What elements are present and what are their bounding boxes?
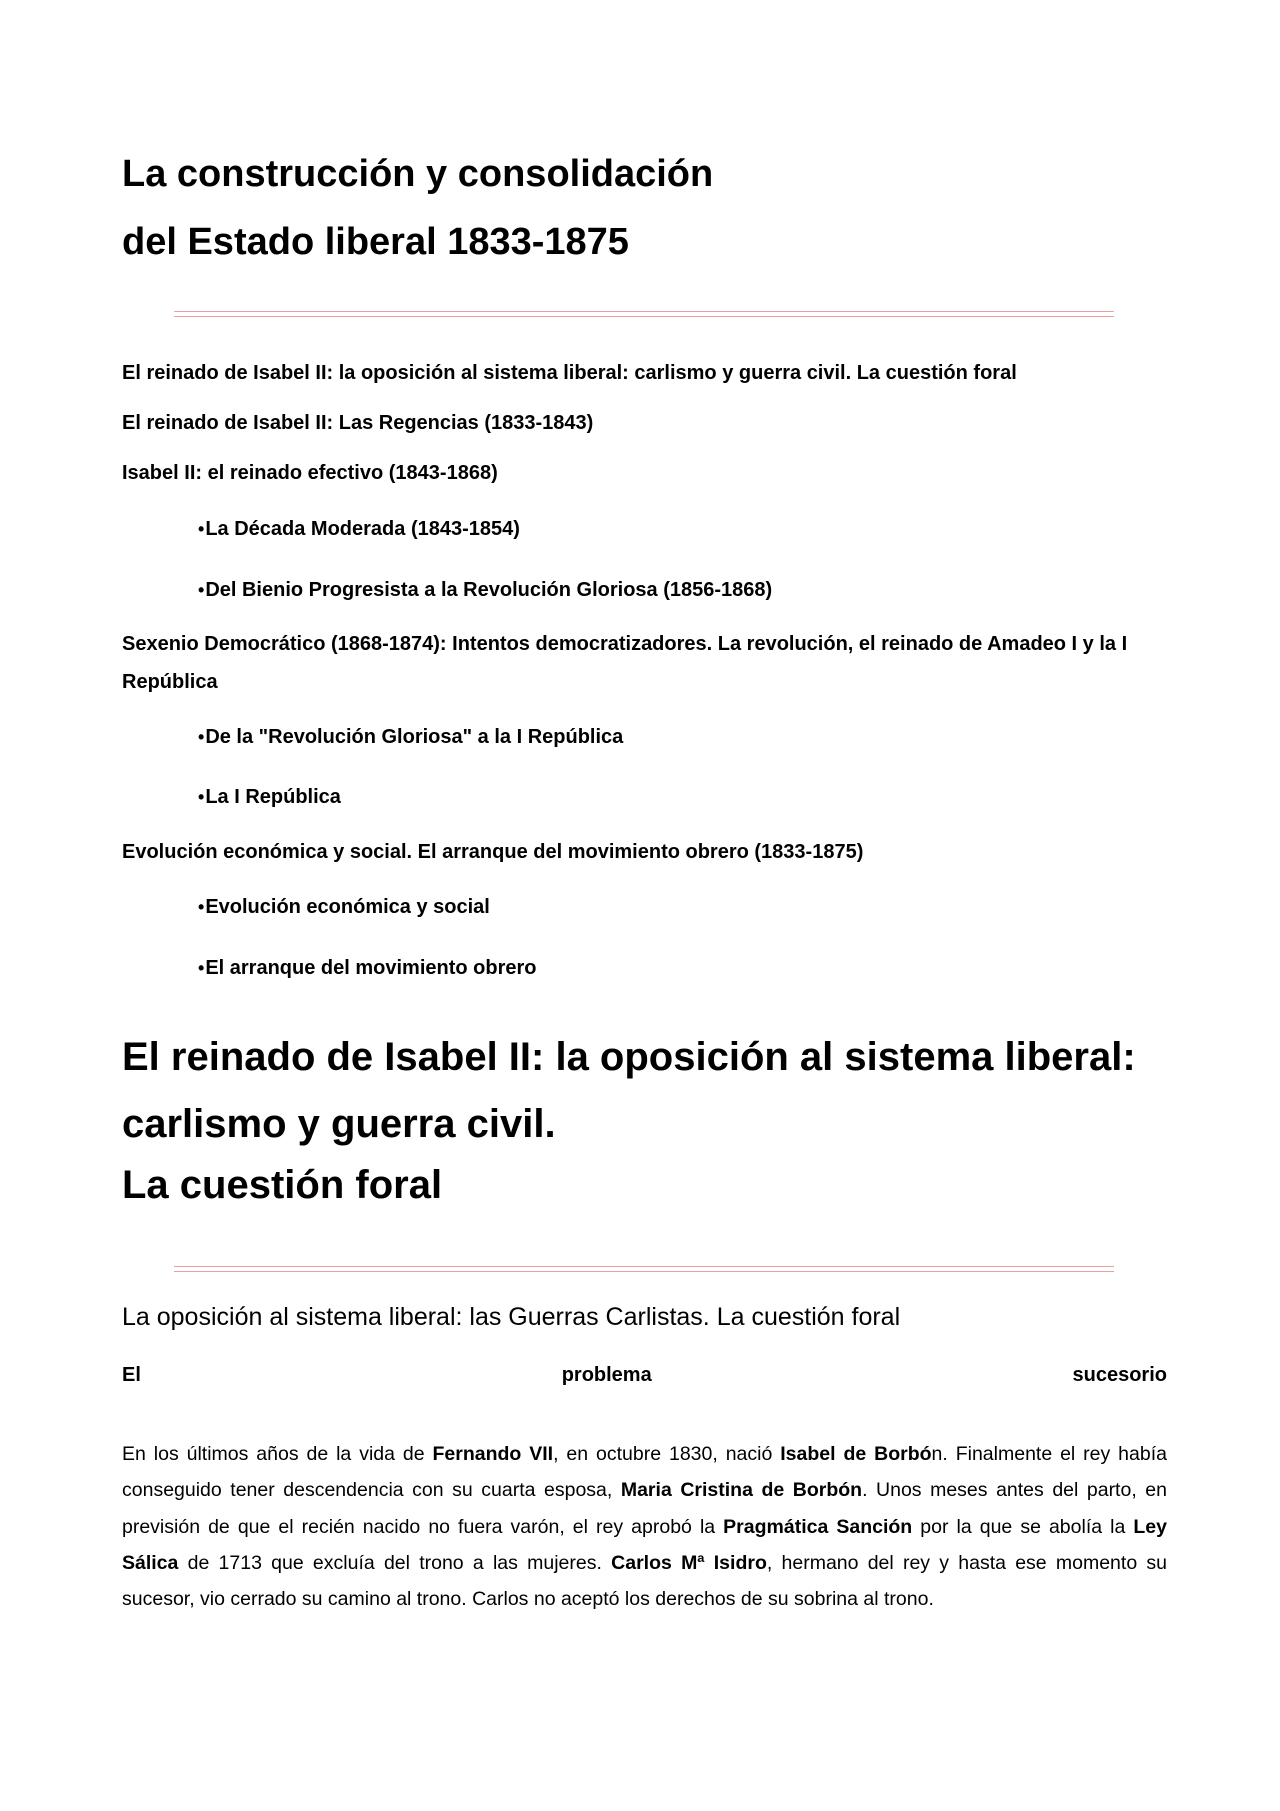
problem-heading-word: sucesorio (1072, 1364, 1167, 1386)
bold-term: Isabel de Borbó (780, 1443, 932, 1465)
problem-heading-word: El (122, 1364, 141, 1386)
divider-line (174, 1266, 1114, 1267)
toc-item[interactable]: Sexenio Democrático (1868-1874): Intentos democratizadores. La revolución, el reinado de Amadeo I y la I República (122, 633, 1128, 693)
bullet-icon: • (198, 727, 205, 747)
body-paragraph: En los últimos años de la vida de Fernando VII, en octubre 1830, nació Isabel de Borbón. Finalmente el rey había conseguido tener descendencia con su cuarta esposa, Maria Cristina de Borbón. Unos meses antes del parto, en previsión de que el recién nacido no fuera varón, el rey aprobó la Pragmática Sanción por la que se abolía la Ley Sálica de 1713 que excluía del trono a las mujeres. Carlos Mª Isidro, hermano del rey y hasta ese momento su sucesor, vio cerrado su camino al trono. Carlos no aceptó los derechos de su sobrina al trono. (122, 1443, 1167, 1611)
toc-item[interactable]: El reinado de Isabel II: la oposición al sistema liberal: carlismo y guerra civil. La cuestión foral (122, 362, 1017, 384)
bold-term: Fernando VII (432, 1443, 554, 1465)
bullet-icon: • (198, 958, 205, 978)
bullet-icon: • (198, 897, 205, 917)
section-divider (174, 1266, 1114, 1272)
divider-line (174, 311, 1114, 312)
toc-subitem[interactable]: •De la "Revolución Gloriosa" a la I República (198, 726, 624, 748)
bold-term: Ley Sálica (122, 1515, 1167, 1574)
toc-subitem[interactable]: •La Década Moderada (1843-1854) (198, 518, 520, 540)
bold-term: Carlos Mª Isidro (611, 1551, 767, 1574)
section-title-line-3: La cuestión foral (122, 1163, 443, 1207)
toc-item[interactable]: Isabel II: el reinado efectivo (1843-1868) (122, 462, 498, 484)
toc-subitem[interactable]: •El arranque del movimiento obrero (198, 957, 537, 979)
bold-term: Pragmática Sanción (723, 1515, 913, 1538)
bullet-icon: • (198, 580, 205, 600)
divider-line (174, 316, 1114, 317)
toc-subitem[interactable]: •La I República (198, 786, 341, 808)
toc-item[interactable]: El reinado de Isabel II: Las Regencias (1833-1843) (122, 412, 594, 434)
toc-subitem[interactable]: •Evolución económica y social (198, 896, 490, 918)
bullet-icon: • (198, 519, 205, 539)
document-title (122, 140, 1022, 276)
problem-heading (122, 1364, 1167, 1387)
bold-term: Maria Cristina de Borbón (620, 1479, 863, 1502)
section-title-line-1: El reinado de Isabel II: la oposición al sistema liberal: (122, 1035, 1136, 1079)
toc-item[interactable]: Evolución económica y social. El arranque del movimiento obrero (1833-1875) (122, 841, 864, 863)
subheading: La oposición al sistema liberal: las Guerras Carlistas. La cuestión foral (122, 1303, 901, 1331)
section-title-line-2: carlismo y guerra civil. (122, 1102, 556, 1146)
document-title-line-1: La construcción y consolidación (122, 153, 714, 195)
divider-line (174, 1271, 1114, 1272)
toc-subitem[interactable]: •Del Bienio Progresista a la Revolución Gloriosa (1856-1868) (198, 579, 773, 601)
bullet-icon: • (198, 787, 205, 807)
section-title (122, 1024, 1167, 1216)
problem-heading-word: problema (561, 1364, 652, 1386)
title-divider (174, 311, 1114, 317)
document-title-line-2: del Estado liberal 1833-1875 (122, 221, 629, 263)
